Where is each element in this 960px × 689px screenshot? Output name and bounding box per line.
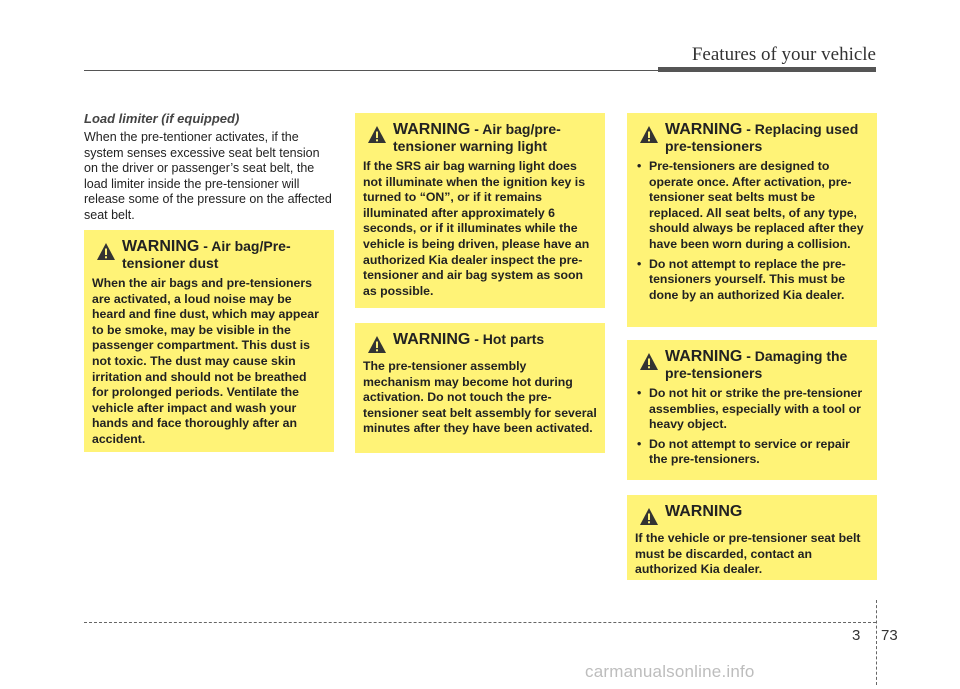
warning-word: WARNING bbox=[665, 348, 743, 365]
section-title: Features of your vehicle bbox=[691, 44, 876, 65]
warning-box-discard bbox=[627, 495, 877, 580]
warning-body: When the air bags and pre-tensioners are activated, a loud noise may be heard and fine dust, which may appear to be smoke, may be visible in the passenger compartment. This dust is not toxic. The dust may cause skin irritation and should not be breathed for prolonged periods. Ventilate the vehicle after impact and wash your hands and face thoroughly after an accident. bbox=[92, 276, 319, 446]
warning-header bbox=[363, 121, 597, 155]
warning-subtitle: - Replacing used pre-tensioners bbox=[665, 121, 859, 154]
warning-bullets bbox=[635, 159, 869, 303]
warning-word: WARNING bbox=[393, 331, 471, 348]
warning-triangle-icon bbox=[96, 242, 116, 262]
footer-divider bbox=[876, 600, 877, 685]
warning-subtitle: - Air bag/Pre-tensioner dust bbox=[122, 238, 291, 271]
warning-triangle-icon bbox=[367, 125, 387, 145]
warning-title bbox=[393, 331, 544, 348]
page-number: 73 bbox=[881, 627, 898, 644]
list-item: • Do not hit or strike the pre-tensioner assemblies, especially with a tool or heavy object. bbox=[635, 386, 869, 433]
warning-box-hot-parts bbox=[355, 323, 605, 453]
warning-body: If the SRS air bag warning light does not illuminate when the ignition key is turned to “ON”, or if it remains illuminated after approximately 6 seconds, or if it illuminates while the vehicle is being driven, please have an authorized Kia dealer inspect the pre-tensioner and air bag system as soon as possible. bbox=[363, 159, 590, 298]
load-limiter-heading: Load limiter (if equipped) bbox=[84, 111, 240, 126]
warning-title bbox=[665, 503, 742, 520]
warning-header bbox=[363, 331, 597, 355]
watermark: carmanualsonline.info bbox=[585, 662, 755, 681]
warning-word: WARNING bbox=[665, 121, 743, 138]
warning-box-dust bbox=[84, 230, 334, 452]
footer-rule bbox=[84, 622, 876, 623]
warning-bullets bbox=[635, 386, 869, 468]
warning-triangle-icon bbox=[639, 352, 659, 372]
warning-subtitle: - Hot parts bbox=[474, 331, 545, 347]
load-limiter-section bbox=[84, 111, 336, 223]
warning-title bbox=[393, 121, 597, 155]
warning-title bbox=[665, 121, 869, 155]
warning-body: The pre-tensioner assembly mechanism may become hot during activation. Do not touch the pre-tensioner seat belt assembly for several minutes after they have been activated. bbox=[363, 359, 597, 436]
warning-word: WARNING bbox=[122, 238, 200, 255]
warning-body: If the vehicle or pre-tensioner seat belt must be discarded, contact an authorized Kia dealer. bbox=[635, 531, 861, 577]
warning-triangle-icon bbox=[639, 125, 659, 145]
warning-box-warning-light bbox=[355, 113, 605, 308]
warning-subtitle: - Damaging the pre-tensioners bbox=[665, 348, 848, 381]
load-limiter-body: When the pre-tentioner activates, if the system senses excessive seat belt tension on the driver or passenger’s seat belt, the load limiter inside the pre-tensioner will release some of the pressure on the affected seat belt. bbox=[84, 130, 332, 222]
warning-box-replacing bbox=[627, 113, 877, 327]
warning-title bbox=[122, 238, 326, 272]
warning-header bbox=[635, 348, 869, 382]
warning-word: WARNING bbox=[665, 503, 743, 520]
header-rule-accent bbox=[658, 67, 876, 72]
warning-header bbox=[635, 121, 869, 155]
list-item: • Pre-tensioners are designed to operate once. After activation, pre-tensioner seat belts must be replaced. All seat belts, of any type, should always be replaced after they have been worn during a collision. bbox=[635, 159, 869, 253]
warning-box-damaging bbox=[627, 340, 877, 480]
warning-title bbox=[665, 348, 869, 382]
warning-triangle-icon bbox=[639, 507, 659, 527]
warning-triangle-icon bbox=[367, 335, 387, 355]
list-item: • Do not attempt to service or repair the pre-tensioners. bbox=[635, 437, 869, 468]
warning-header bbox=[635, 503, 869, 527]
warning-subtitle: - Air bag/pre-tensioner warning light bbox=[393, 121, 561, 154]
list-item: • Do not attempt to replace the pre-tensioners yourself. This must be done by an authorized Kia dealer. bbox=[635, 257, 869, 304]
warning-header bbox=[92, 238, 326, 272]
warning-word: WARNING bbox=[393, 121, 471, 138]
chapter-number: 3 bbox=[852, 627, 861, 644]
